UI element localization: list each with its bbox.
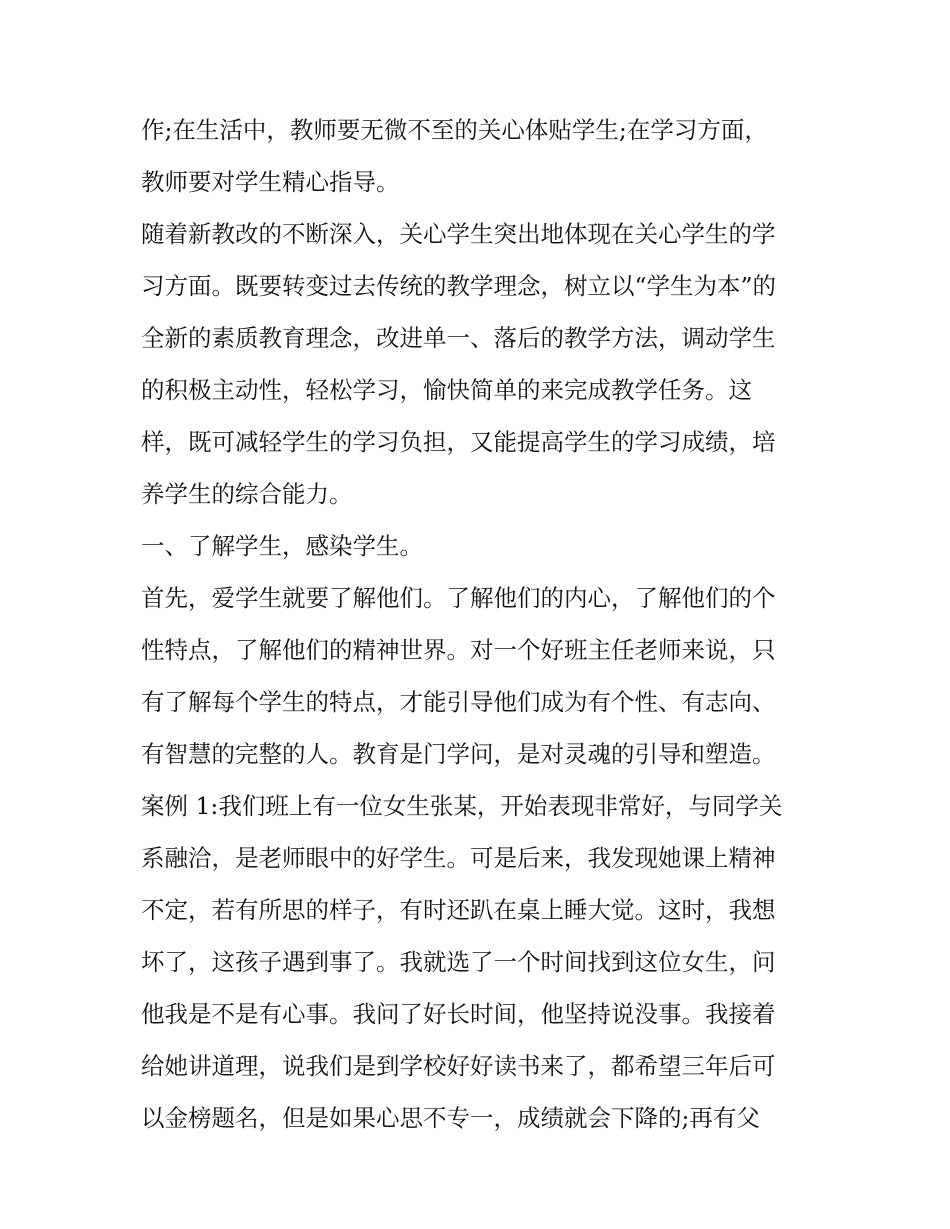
text-line-3: 随着新教改的不断深入，关心学生突出地体现在关心学生的学 [141,220,776,248]
text-line-12: 有了解每个学生的特点，才能引导他们成为有个性、有志向、 [141,688,776,716]
text-line-8: 养学生的综合能力。 [141,480,353,508]
text-line-18: 他我是不是有心事。我问了好长时间，他坚持说没事。我接着 [141,1000,776,1028]
text-line-6: 的积极主动性，轻松学习，愉快简单的来完成教学任务。这 [141,376,752,404]
document-body [141,108,821,1148]
section-heading: 一、了解学生，感染学生。 [141,532,423,560]
text-line-20: 以金榜题名，但是如果心思不专一，成绩就会下降的;再有父 [141,1104,760,1132]
text-line-4: 习方面。既要转变过去传统的教学理念，树立以“学生为本”的 [141,272,777,300]
text-line-1: 作;在生活中，教师要无微不至的关心体贴学生;在学习方面， [141,116,768,144]
text-line-15: 系融洽，是老师眼中的好学生。可是后来，我发现她课上精神 [141,844,776,872]
text-line-11: 性特点，了解他们的精神世界。对一个好班主任老师来说，只 [141,636,776,664]
text-line-2: 教师要对学生精心指导。 [141,168,400,196]
text-line-10: 首先，爱学生就要了解他们。了解他们的内心，了解他们的个 [141,584,776,612]
text-line-17: 坏了，这孩子遇到事了。我就选了一个时间找到这位女生，问 [141,948,776,976]
text-line-19: 给她讲道理，说我们是到学校好好读书来了，都希望三年后可 [141,1052,776,1080]
text-line-14: 案例 1:我们班上有一位女生张某，开始表现非常好，与同学关 [141,792,783,820]
text-line-7: 样，既可减轻学生的学习负担，又能提高学生的学习成绩，培 [141,428,776,456]
text-line-13: 有智慧的完整的人。教育是门学问，是对灵魂的引导和塑造。 [141,740,776,768]
text-line-16: 不定，若有所思的样子，有时还趴在桌上睡大觉。这时，我想 [141,896,776,924]
text-line-5: 全新的素质教育理念，改进单一、落后的教学方法，调动学生 [141,324,776,352]
